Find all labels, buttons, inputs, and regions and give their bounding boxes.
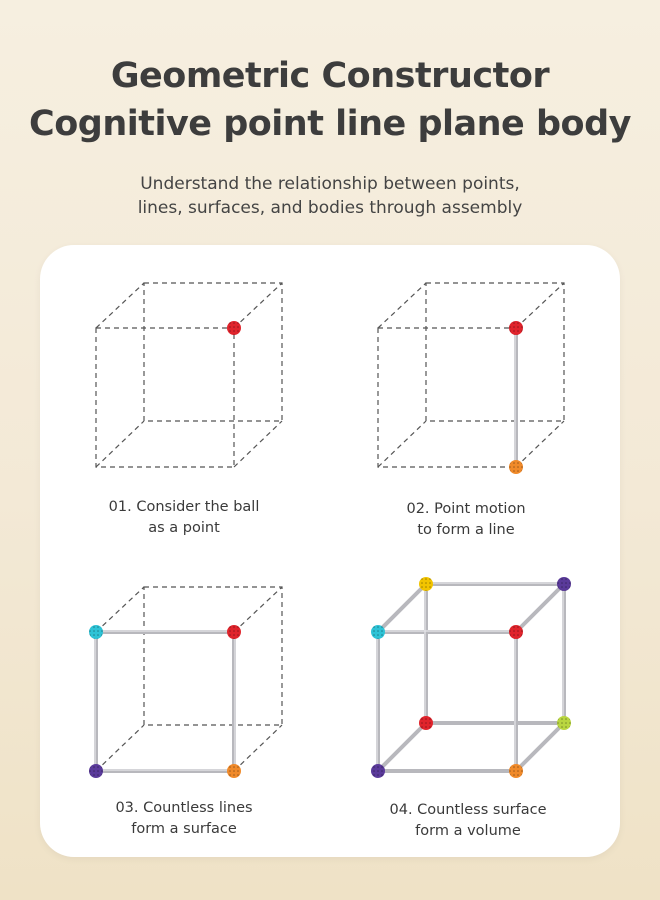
ball-red-icon — [419, 716, 433, 730]
step-3-line-2: form a surface — [131, 821, 237, 837]
ball-red-icon — [227, 625, 241, 639]
step-3-line-1: 03. Countless lines — [115, 800, 253, 816]
ball-yellow-icon — [419, 577, 433, 591]
step-2-line-1: 02. Point motion — [406, 501, 526, 517]
page-subtitle — [0, 172, 660, 220]
ball-red-icon — [227, 321, 241, 335]
step-2-line-2: to form a line — [417, 522, 515, 538]
page-title-line-2: Cognitive point line plane body — [29, 104, 631, 144]
ball-red-icon — [509, 321, 523, 335]
step-4-caption — [358, 800, 578, 842]
ball-orange-icon — [227, 764, 241, 778]
ball-purple-icon — [371, 764, 385, 778]
step-4-line-2: form a volume — [415, 823, 521, 839]
step-1-caption — [84, 497, 284, 539]
ball-orange-icon — [509, 460, 523, 474]
step-1-line-2: as a point — [148, 520, 220, 536]
subtitle-line-1: Understand the relationship between points, — [140, 174, 520, 194]
cube-2-wireframe — [378, 283, 564, 467]
ball-lime-icon — [557, 716, 571, 730]
step-2-caption — [366, 499, 566, 541]
cube-3-wireframe — [96, 587, 282, 771]
ball-purple-icon — [89, 764, 103, 778]
surface-rods — [96, 632, 234, 771]
step-3-caption — [84, 798, 284, 840]
volume-rods — [378, 584, 564, 771]
ball-purple-icon — [557, 577, 571, 591]
cube-1-wireframe — [96, 283, 282, 467]
ball-red-icon — [509, 625, 523, 639]
step-1-line-1: 01. Consider the ball — [108, 499, 260, 515]
step-4-line-1: 04. Countless surface — [389, 802, 547, 818]
ball-cyan-icon — [89, 625, 103, 639]
subtitle-line-2: lines, surfaces, and bodies through assembly — [137, 198, 523, 218]
page-title-line-1: Geometric Constructor — [110, 56, 550, 96]
ball-cyan-icon — [371, 625, 385, 639]
rod-line — [515, 328, 516, 467]
cube-illustrations — [40, 245, 620, 857]
ball-orange-icon — [509, 764, 523, 778]
